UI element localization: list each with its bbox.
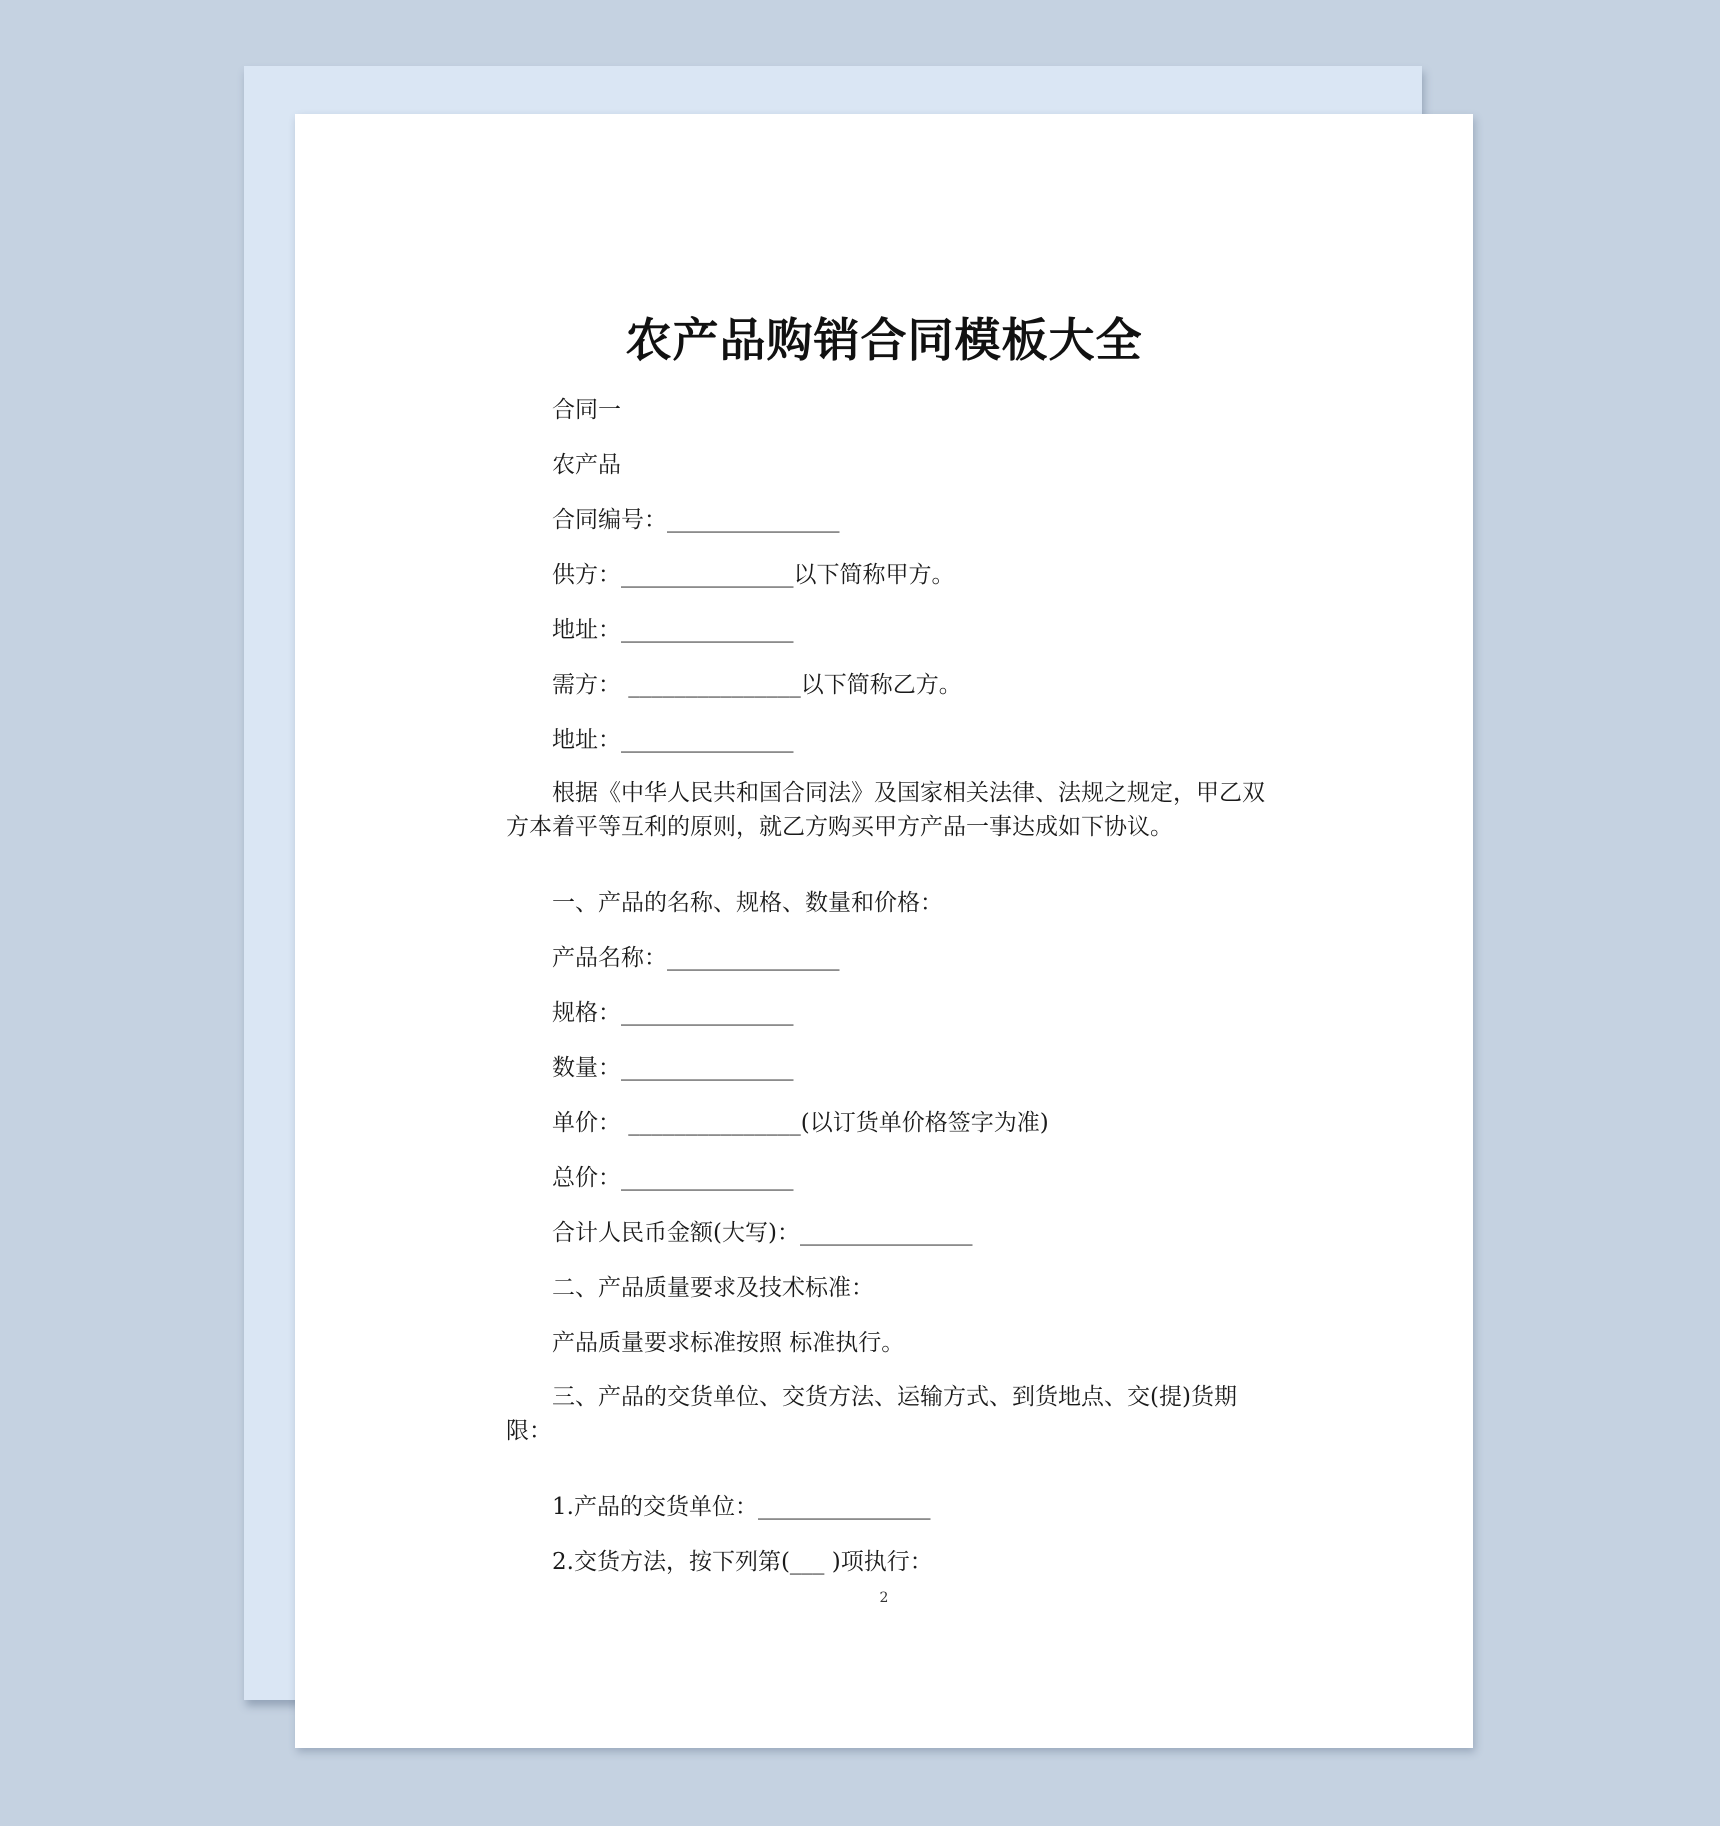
paragraph-supplier-address: 地址：_______________ xyxy=(552,617,794,643)
paragraph-preamble: 根据《中华人民共和国合同法》及国家相关法律、法规之规定，甲乙双方本着平等互利的原则，就乙方购买甲方产品一事达成如下协议。 xyxy=(506,780,1265,840)
paragraph-total-price: 总价：_______________ xyxy=(552,1165,794,1191)
paragraph-section-3: 三、产品的交货单位、交货方法、运输方式、到货地点、交(提)货期限： xyxy=(506,1384,1237,1444)
document-page xyxy=(295,114,1473,1748)
paragraph-product-name: 产品名称：_______________ xyxy=(552,945,840,971)
paragraph-quality-standard: 产品质量要求标准按照 标准执行。 xyxy=(552,1330,905,1356)
paragraph-buyer-address: 地址：_______________ xyxy=(552,727,794,753)
paragraph-unit-price: 单价： _______________(以订货单价格签字为准) xyxy=(552,1110,1049,1136)
paragraph-contract-heading: 合同一 xyxy=(552,397,621,423)
document-title: 农产品购销合同模板大全 xyxy=(625,313,1143,367)
paragraph-contract-number: 合同编号：_______________ xyxy=(552,507,840,533)
paragraph-specification: 规格：_______________ xyxy=(552,1000,794,1026)
page-number: 2 xyxy=(879,1590,889,1606)
paragraph-section-1: 一、产品的名称、规格、数量和价格： xyxy=(552,890,943,916)
paragraph-total-rmb: 合计人民币金额(大写)：_______________ xyxy=(552,1220,973,1246)
paragraph-subject: 农产品 xyxy=(552,452,621,478)
paragraph-supplier: 供方：_______________以下简称甲方。 xyxy=(552,562,955,588)
paragraph-quantity: 数量：_______________ xyxy=(552,1055,794,1081)
paragraph-delivery-method: 2.交货方法，按下列第(___ )项执行： xyxy=(552,1549,933,1575)
paragraph-delivery-unit: 1.产品的交货单位：_______________ xyxy=(552,1494,931,1520)
paragraph-buyer: 需方： _______________以下简称乙方。 xyxy=(552,672,962,698)
paragraph-section-2: 二、产品质量要求及技术标准： xyxy=(552,1275,874,1301)
